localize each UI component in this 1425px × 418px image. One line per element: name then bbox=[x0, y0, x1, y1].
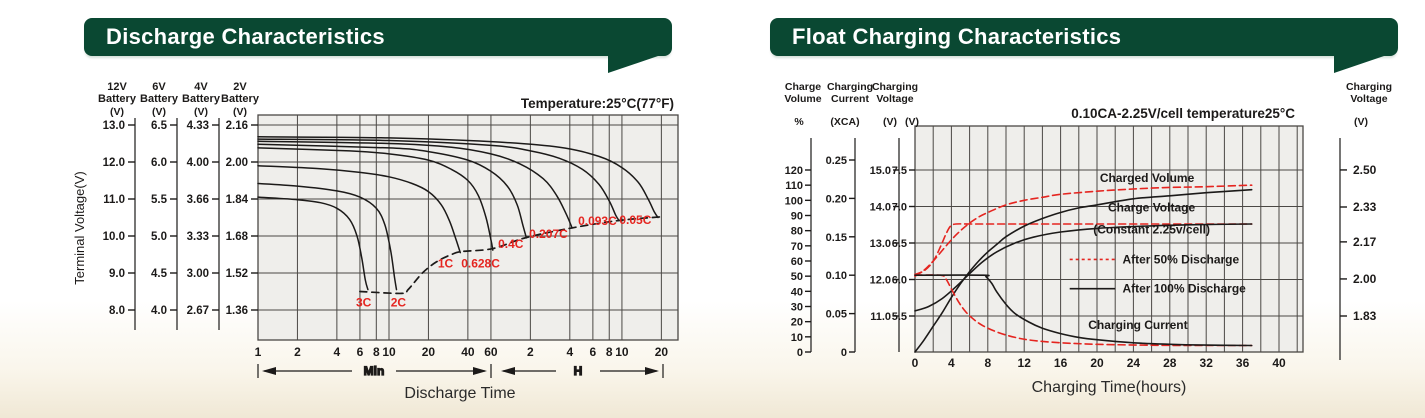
tick-label: 50 bbox=[790, 271, 803, 284]
axis-title: 4V bbox=[194, 81, 208, 93]
x-tick-label: 8 bbox=[984, 356, 992, 370]
legend-label: After 100% Discharge bbox=[1122, 281, 1246, 296]
tick-label: 9.0 bbox=[109, 268, 125, 280]
axis-title: Voltage bbox=[1350, 93, 1388, 105]
tick-label: 6.5 bbox=[891, 238, 907, 250]
axis-unit: (V) bbox=[152, 106, 166, 118]
x-tick-label: 20 bbox=[654, 345, 669, 359]
rate-label-3C: 3C bbox=[355, 295, 372, 310]
tick-label: 1.84 bbox=[225, 194, 248, 206]
plot-label: Charging Current bbox=[1088, 317, 1188, 332]
discharge-panel bbox=[18, 0, 708, 418]
banner-tail-shape bbox=[608, 56, 658, 73]
axis-title: Charging bbox=[871, 81, 919, 93]
y-axis-XCA bbox=[826, 81, 873, 359]
x-tick-label: 40 bbox=[1272, 356, 1286, 370]
range-label-H: H bbox=[573, 364, 583, 378]
y-axis-2v bbox=[221, 81, 260, 317]
x-tick-label: 40 bbox=[461, 345, 475, 359]
tick-label: 7.5 bbox=[891, 165, 907, 177]
plot-label: Charge Voltage bbox=[1108, 200, 1196, 215]
tick-label: 1.68 bbox=[225, 231, 248, 243]
axis-unit: (V) bbox=[233, 106, 247, 118]
tick-label: 12.0 bbox=[102, 157, 125, 169]
x-tick-label: 10 bbox=[615, 345, 629, 359]
x-tick-label: 32 bbox=[1199, 356, 1213, 370]
arrow-head-left bbox=[501, 367, 515, 375]
axis-title: 6V bbox=[152, 81, 166, 93]
tick-label: 2.16 bbox=[225, 120, 248, 132]
tick-label: 2.00 bbox=[225, 157, 248, 169]
range-label-Min: Min bbox=[363, 364, 385, 378]
rate-label-0.4C: 0.4C bbox=[498, 236, 524, 251]
legend-label: After 50% Discharge bbox=[1122, 252, 1240, 267]
axis-title: Charging bbox=[826, 81, 874, 93]
tick-label: 14.0 bbox=[869, 201, 891, 214]
tick-label: 70 bbox=[790, 240, 803, 253]
axis-title: Volume bbox=[784, 93, 822, 105]
x-tick-label: 1 bbox=[254, 345, 262, 359]
tick-label: 90 bbox=[790, 210, 803, 223]
banner-tail-shape bbox=[1334, 56, 1384, 73]
tick-label: 4.33 bbox=[186, 120, 209, 132]
tick-label: 2.00 bbox=[1353, 271, 1377, 286]
tick-label: 13.0 bbox=[869, 238, 891, 250]
axis-title: Battery bbox=[98, 93, 136, 105]
rate-label-0.207C: 0.207C bbox=[529, 226, 568, 241]
axis-unit: (V) bbox=[194, 106, 208, 118]
tick-label: 6.0 bbox=[151, 157, 167, 169]
axis-title: Voltage bbox=[876, 93, 914, 105]
tick-label: 11.0 bbox=[870, 311, 891, 323]
y-axis-right-vcell bbox=[1340, 81, 1392, 360]
x-axis-label: Discharge Time bbox=[404, 385, 516, 402]
rate-label-0.05C: 0.05C bbox=[619, 213, 652, 228]
discharge-title-banner bbox=[84, 18, 672, 56]
tick-label: 7.0 bbox=[891, 201, 907, 214]
axis-title: Charge bbox=[784, 81, 822, 93]
tick-label: 40 bbox=[790, 286, 803, 299]
x-tick-label: 10 bbox=[382, 345, 396, 359]
tick-label: 0 bbox=[796, 347, 803, 359]
axis-unit: (V) bbox=[883, 116, 897, 128]
tick-label: 0 bbox=[840, 347, 847, 359]
float-chart-holder bbox=[755, 78, 1425, 413]
tick-label: 1.36 bbox=[225, 305, 248, 317]
x-tick-label: 0 bbox=[911, 356, 919, 370]
x-tick-label: 2 bbox=[527, 345, 534, 359]
tick-label: 11.0 bbox=[103, 194, 125, 206]
tick-label: 110 bbox=[785, 180, 803, 193]
tick-label: 1.83 bbox=[1353, 309, 1377, 323]
tick-label: 2.33 bbox=[1353, 200, 1377, 214]
discharge-title: Discharge Characteristics bbox=[106, 24, 385, 49]
tick-label: 6.0 bbox=[891, 274, 907, 287]
x-tick-label: 6 bbox=[589, 345, 597, 359]
conditions-note: 0.10CA-2.25V/cell temperature25°C bbox=[1071, 106, 1295, 121]
axis-title: 2V bbox=[233, 81, 247, 93]
tick-label: 3.33 bbox=[186, 231, 209, 243]
x-tick-label: 20 bbox=[1090, 356, 1104, 370]
x-tick-label: 4 bbox=[948, 356, 955, 370]
tick-label: 0.15 bbox=[825, 231, 847, 244]
x-tick-label: 8 bbox=[372, 345, 380, 359]
tick-label: 0.05 bbox=[825, 308, 847, 321]
rate-label-2C: 2C bbox=[390, 295, 407, 310]
x-tick-label: 24 bbox=[1126, 356, 1141, 370]
tick-label: 2.50 bbox=[1353, 162, 1377, 177]
arrow-head-right bbox=[473, 367, 487, 375]
tick-label: 0.25 bbox=[825, 155, 847, 167]
tick-label: 8.0 bbox=[109, 305, 125, 317]
tick-label: 30 bbox=[790, 301, 803, 314]
tick-label: 60 bbox=[790, 255, 803, 268]
tick-label: 0.10 bbox=[825, 270, 847, 283]
axis-title: Current bbox=[831, 93, 869, 105]
tick-label: 20 bbox=[790, 316, 803, 329]
temperature-note: Temperature:25°C(77°F) bbox=[520, 96, 674, 111]
x-axis-range-arrows bbox=[258, 364, 663, 378]
tick-label: 5.5 bbox=[891, 311, 907, 323]
y-axis-label: Terminal Voltage(V) bbox=[72, 171, 87, 285]
plot-label: Charged Volume bbox=[1099, 171, 1195, 186]
tick-label: 4.0 bbox=[151, 305, 167, 317]
arrow-head-right bbox=[645, 367, 659, 375]
tick-label: 80 bbox=[790, 225, 803, 238]
x-tick-label: 28 bbox=[1163, 356, 1177, 370]
float-charging-title-banner bbox=[770, 18, 1398, 56]
tick-label: 5.5 bbox=[151, 194, 167, 206]
float-charging-panel bbox=[755, 0, 1425, 418]
tick-label: 4.00 bbox=[186, 157, 209, 169]
axis-unit: (V) bbox=[905, 116, 919, 128]
x-tick-label: 12 bbox=[1017, 356, 1031, 370]
x-tick-label: 8 bbox=[605, 345, 613, 359]
x-tick-label: 4 bbox=[566, 345, 574, 359]
float-charging-chart bbox=[755, 78, 1425, 408]
tick-label: 1.52 bbox=[225, 268, 248, 280]
tick-label: 13.0 bbox=[102, 120, 125, 132]
x-tick-label: 36 bbox=[1235, 356, 1250, 370]
arrow-head-left bbox=[262, 367, 276, 375]
rate-label-1C: 1C bbox=[437, 256, 454, 271]
discharge-chart-holder bbox=[18, 78, 708, 413]
y-axis-% bbox=[784, 81, 821, 359]
axis-unit: (V) bbox=[1354, 116, 1368, 128]
tick-label: 2.67 bbox=[186, 305, 209, 317]
axis-title: Battery bbox=[182, 93, 220, 105]
x-tick-label: 60 bbox=[484, 345, 498, 359]
axis-title: Charging bbox=[1345, 81, 1393, 93]
tick-label: 6.5 bbox=[151, 120, 167, 132]
tick-label: 5.0 bbox=[151, 231, 167, 243]
plot-label: (Constant 2.25v/cell) bbox=[1093, 222, 1210, 237]
x-tick-label: 2 bbox=[294, 345, 301, 359]
rate-label-0.628C: 0.628C bbox=[461, 256, 500, 271]
axis-unit: (V) bbox=[110, 106, 124, 118]
axis-title: Battery bbox=[221, 93, 259, 105]
y-axis-4v bbox=[182, 81, 221, 330]
y-axis-12v bbox=[98, 81, 137, 330]
x-tick-label: 6 bbox=[356, 345, 364, 359]
tick-label: 3.66 bbox=[186, 194, 209, 206]
float-charging-title: Float Charging Characteristics bbox=[792, 24, 1122, 49]
y-axis-6v bbox=[140, 81, 179, 330]
discharge-chart bbox=[18, 78, 708, 408]
x-axis-label: Charging Time(hours) bbox=[1031, 379, 1187, 396]
x-tick-label: 4 bbox=[333, 345, 341, 359]
x-tick-label: 16 bbox=[1053, 356, 1068, 370]
axis-title: 12V bbox=[107, 81, 127, 93]
axis-unit: (XCA) bbox=[830, 116, 860, 128]
tick-label: 10 bbox=[790, 331, 803, 344]
tick-label: 2.17 bbox=[1353, 234, 1377, 249]
tick-label: 120 bbox=[784, 164, 803, 177]
tick-label: 12.0 bbox=[869, 274, 891, 287]
axis-unit: % bbox=[794, 116, 804, 128]
tick-label: 0.20 bbox=[825, 193, 847, 206]
x-tick-label: 20 bbox=[421, 345, 436, 359]
tick-label: 3.00 bbox=[186, 268, 209, 280]
rate-label-0.093C: 0.093C bbox=[578, 213, 617, 228]
tick-label: 10.0 bbox=[102, 231, 125, 243]
axis-title: Battery bbox=[140, 93, 178, 105]
tick-label: 4.5 bbox=[151, 268, 167, 280]
tick-label: 15.0 bbox=[869, 165, 891, 177]
tick-label: 100 bbox=[784, 195, 803, 208]
